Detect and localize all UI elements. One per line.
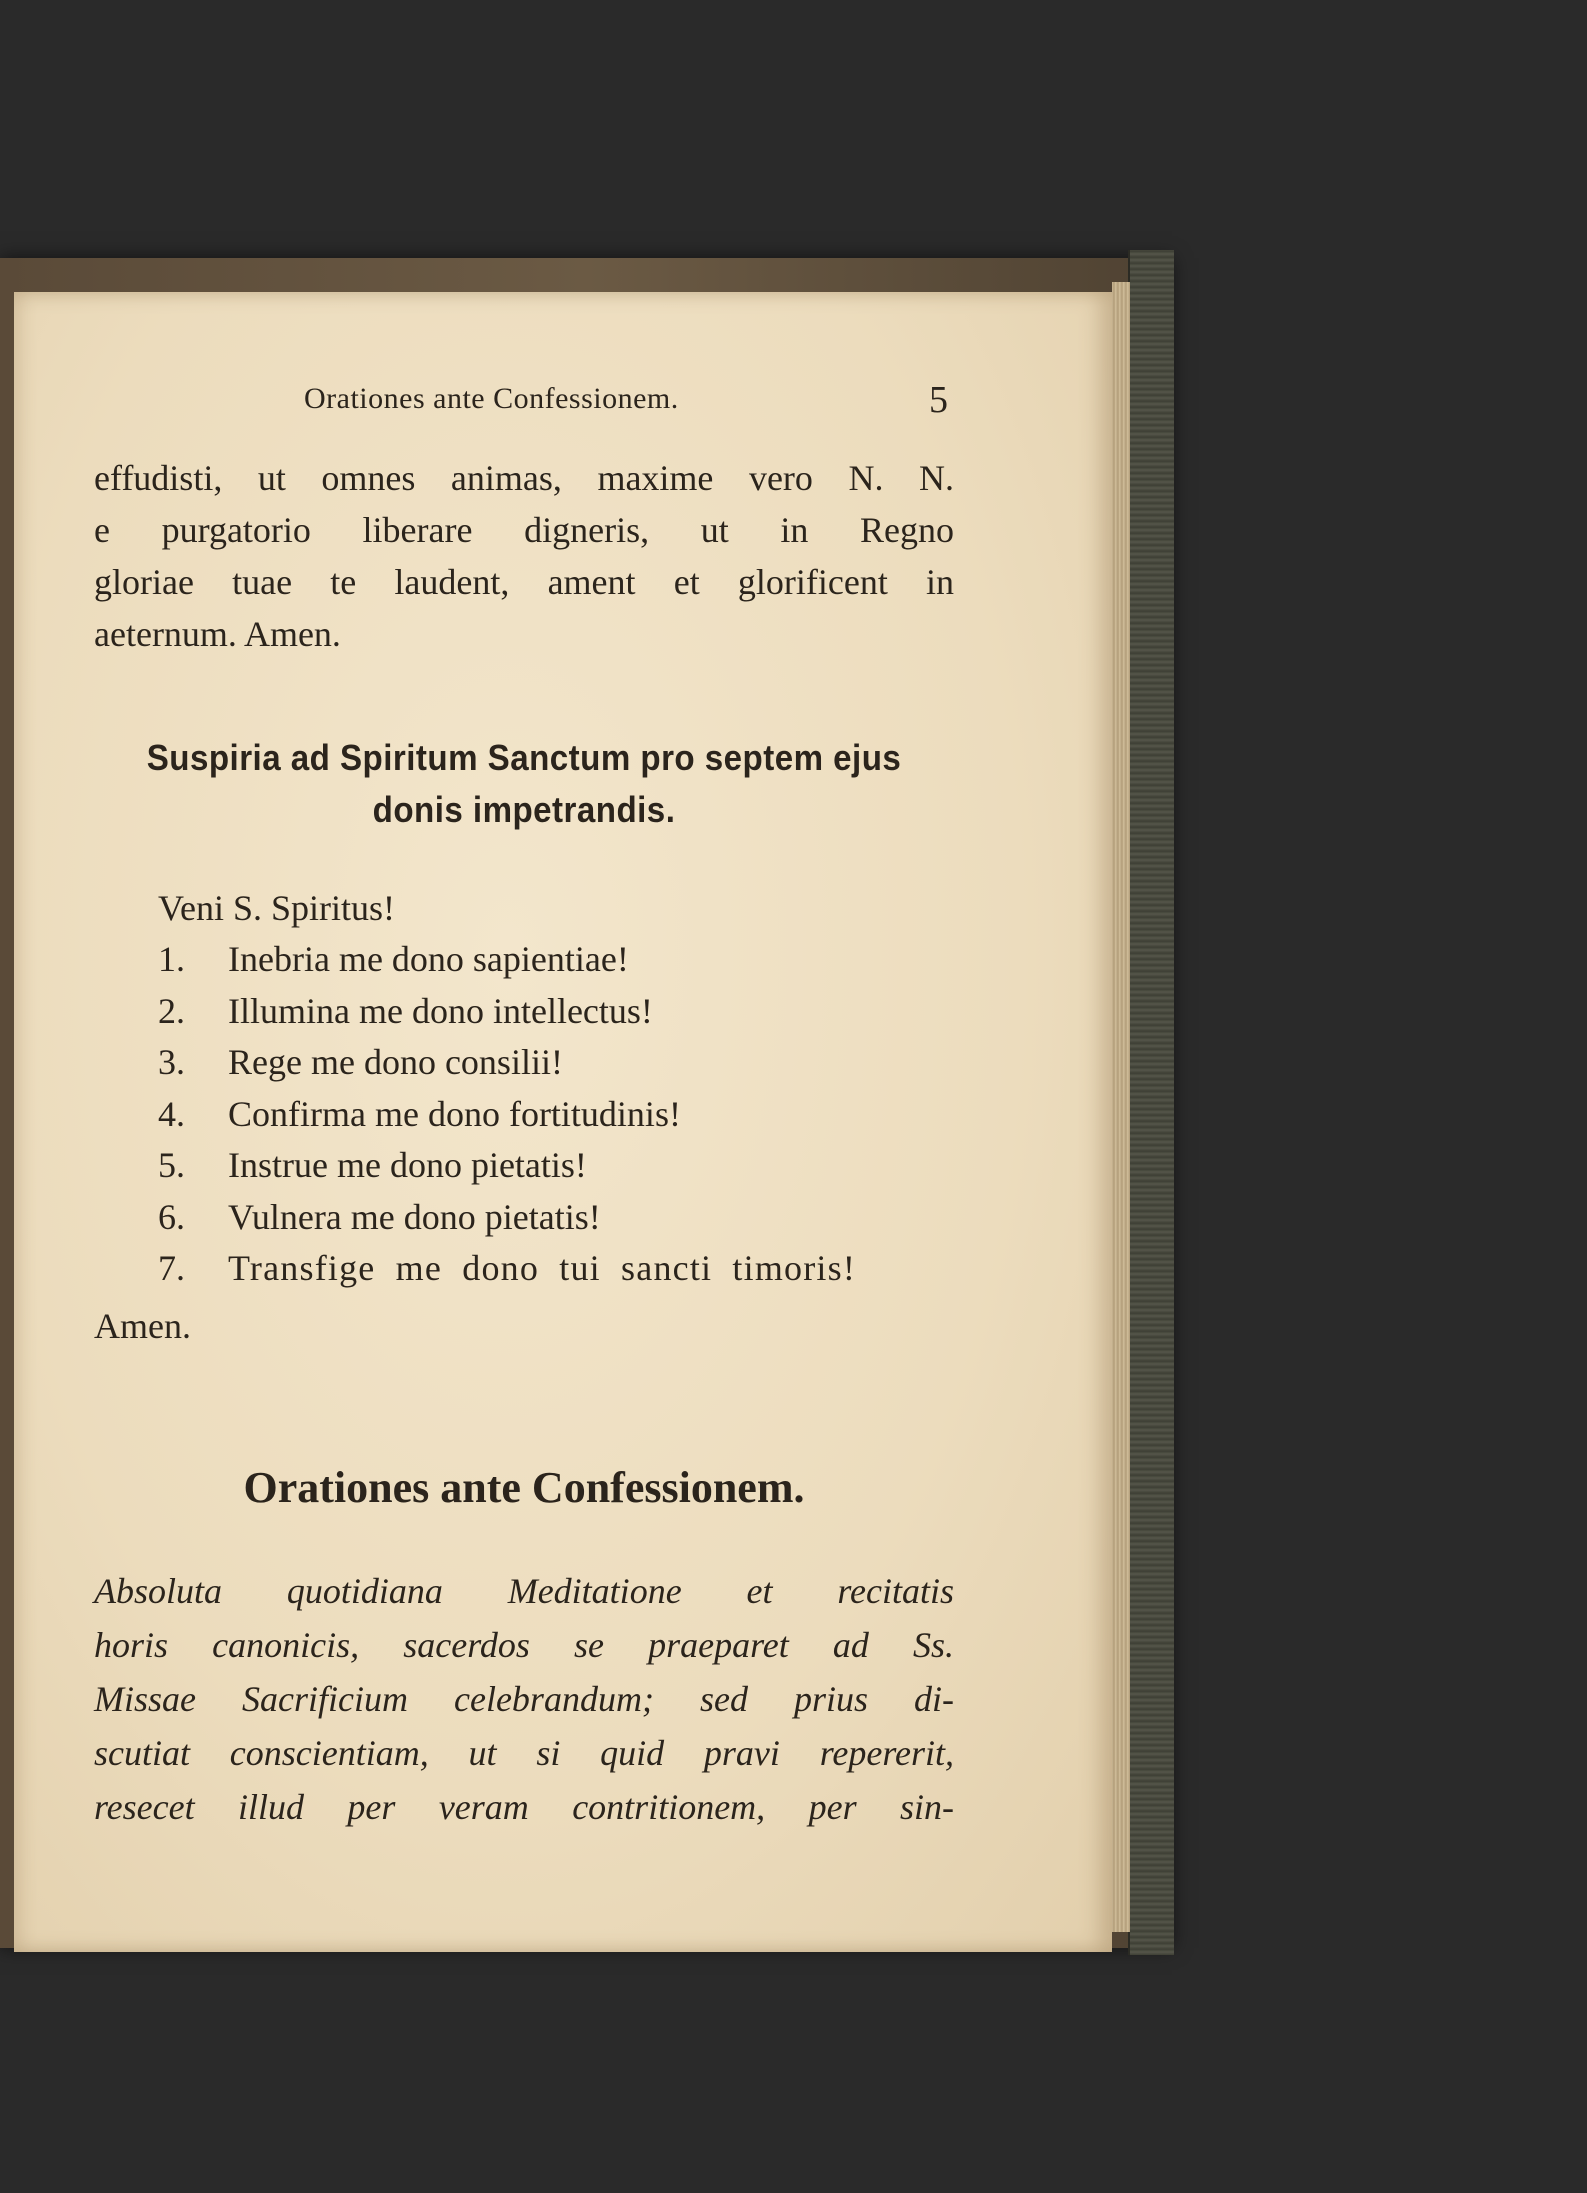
page-number: 5 [929,379,948,421]
item-number: 4. [158,1093,185,1134]
item-number: 1. [158,939,185,979]
item-text: Illumina me dono intellectus! [228,990,653,1031]
list-item [158,934,954,986]
item-text: Vulnera me dono pietatis! [228,1196,601,1237]
item-text: Instrue me dono pietatis! [228,1145,587,1185]
section-heading-suspiria [128,732,919,836]
text-line: horis canonicis, sacerdos se praeparet ad Ss. [94,1625,954,1665]
item-text: Confirma me dono fortitudinis! [228,1093,681,1134]
section-heading-orationes: Orationes ante Confessionem. [243,1463,805,1512]
item-text: Transfige me dono tui sancti timoris! [228,1248,857,1288]
list-item [158,1089,954,1141]
text-line: aeternum. Amen. [94,614,341,654]
invocation: Veni S. Spiritus! [158,888,396,928]
text-line: scutiat conscientiam, ut si quid pravi repererit, [94,1733,954,1773]
page-edges [1112,282,1130,1932]
text-line: resecet illud per veram contritionem, per sin- [94,1787,954,1827]
list-item [158,1243,954,1295]
amen: Amen. [94,1306,191,1346]
item-text: Rege me dono consilii! [228,1042,563,1082]
list-item [158,986,954,1038]
text-line: e purgatorio liberare digneris, ut in Regno [94,510,954,550]
list-item [158,1037,954,1089]
book-spine [1128,250,1174,1955]
text-line: effudisti, ut omnes animas, maxime vero N. N. [94,458,954,498]
gifts-list [158,934,954,1295]
heading-line: donis impetrandis. [372,789,676,830]
book-page [14,292,1112,1952]
item-number: 7. [158,1248,185,1288]
text-line: gloriae tuae te laudent, ament et glorificent in [94,562,954,602]
running-head [94,379,954,422]
item-number: 2. [158,990,185,1031]
item-number: 3. [158,1042,185,1082]
item-text: Inebria me dono sapientiae! [228,939,629,979]
text-line: Missae Sacrificium celebrandum; sed prius di- [94,1679,954,1719]
running-head-title: Orationes ante Confessionem. [304,382,679,415]
opening-paragraph [94,452,954,660]
item-number: 5. [158,1145,185,1185]
text-line: Absoluta quotidiana Meditatione et recitatis [94,1571,954,1611]
item-number: 6. [158,1196,185,1237]
list-item [158,1140,954,1192]
heading-line: Suspiria ad Spiritum Sanctum pro septem ejus [146,737,902,778]
rubric-paragraph [94,1564,954,1834]
list-item [158,1192,954,1244]
